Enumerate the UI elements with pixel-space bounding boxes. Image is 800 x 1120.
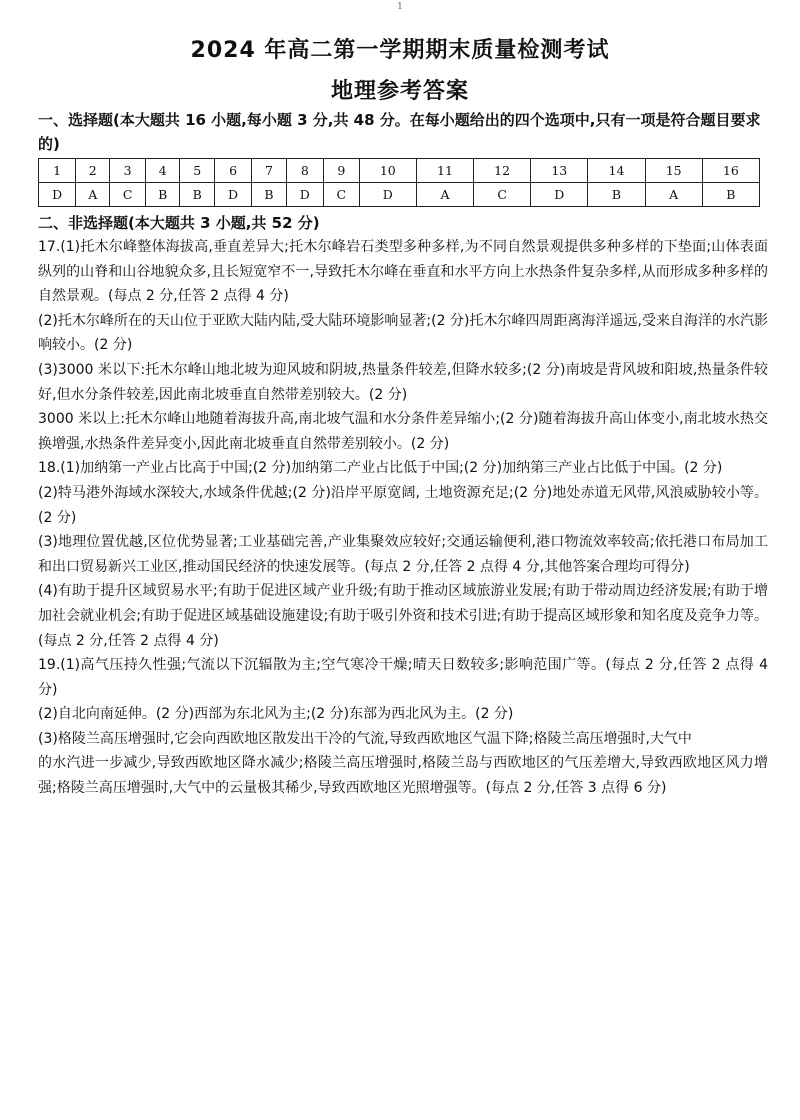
question-number-cell: 15	[645, 159, 702, 183]
answer-cell: D	[214, 183, 251, 207]
answer-cell: A	[76, 183, 110, 207]
answer-paragraph: 18.(1)加纳第一产业占比高于中国;(2 分)加纳第二产业占比低于中国;(2 分)加纳第三产业占比低于中国。(2 分)	[38, 460, 723, 477]
answer-paragraph: (3)地理位置优越,区位优势显著;工业基础完善,产业集聚效应较好;交通运输便利,港口物流效率较高;依托港口布局加工和出口贸易新兴工业区,推动国民经济的快速发展等。(每点 2 分,任答 2 点得 4 分,其他答案合理均可得分)	[38, 534, 768, 575]
answer-cell: C	[110, 183, 146, 207]
answer-cell: B	[702, 183, 759, 207]
answer-paragraph: 3000 米以上:托木尔峰山地随着海拔升高,南北坡气温和水分条件差异缩小;(2 分)随着海拔升高山体变小,南北坡水热交换增强,水热条件差异变小,因此南北坡垂直自然带差别较小。(2 分)	[38, 411, 768, 452]
answer-cell: A	[416, 183, 473, 207]
answer-paragraph: (2)托木尔峰所在的天山位于亚欧大陆内陆,受大陆环境影响显著;(2 分)托木尔峰四周距离海洋遥远,受来自海洋的水汽影响较小。(2 分)	[38, 312, 768, 354]
answer-cell: B	[145, 183, 179, 207]
answer-cell: B	[588, 183, 645, 207]
answer-paragraph: (2)自北向南延伸。(2 分)西部为东北风为主;(2 分)东部为西北风为主。(2 分)	[38, 706, 514, 723]
answer-cell: C	[323, 183, 359, 207]
question-number-cell: 10	[359, 159, 416, 183]
page-subtitle: 地理参考答案	[330, 79, 469, 104]
question-number-cell: 7	[252, 159, 286, 183]
answer-cell: D	[286, 183, 323, 207]
answer-cell: B	[252, 183, 286, 207]
question-number-cell: 3	[110, 159, 146, 183]
answer-body	[38, 235, 768, 801]
question-number-cell: 12	[474, 159, 531, 183]
answer-cell: C	[474, 183, 531, 207]
question-number-cell: 9	[323, 159, 359, 183]
answer-paragraph: (2)特马港外海域水深较大,水域条件优越;(2 分)沿岸平原宽阔, 土地资源充足;(2 分)地处赤道无风带,风浪威胁较小等。(2 分)	[38, 484, 768, 526]
answer-paragraph: 的水汽进一步减少,导致西欧地区降水减少;格陵兰高压增强时,格陵兰岛与西欧地区的气压差增大,导致西欧地区风力增强;格陵兰高压增强时,大气中的云量极其稀少,导致西欧地区光照增强等。(每点 2 分,任答 3 点得 6 分)	[38, 755, 768, 797]
section2-heading: 二、非选择题(本大题共 3 小题,共 52 分)	[38, 214, 320, 232]
question-number-cell: 6	[214, 159, 251, 183]
answer-paragraph: 19.(1)高气压持久性强;气流以下沉辐散为主;空气寒冷干燥;晴天日数较多;影响范围广等。(每点 2 分,任答 2 点得 4 分)	[38, 657, 768, 698]
question-number-cell: 4	[145, 159, 179, 183]
answer-paragraph: (3)格陵兰高压增强时,它会向西欧地区散发出干冷的气流,导致西欧地区气温下降;格陵兰高压增强时,大气中	[38, 730, 692, 747]
question-number-cell: 8	[286, 159, 323, 183]
section1-heading: 一、选择题(本大题共 16 小题,每小题 3 分,共 48 分。在每小题给出的四个选项中,只有一项是符合题目要求的)	[38, 111, 761, 153]
answer-paragraph: (3)3000 米以下:托木尔峰山地北坡为迎风坡和阴坡,热量条件较差,但降水较多;(2 分)南坡是背风坡和阳坡,热量条件较好,但水分条件较差,因此南北坡垂直自然带差别较大。(2 分)	[38, 361, 768, 403]
question-number-cell: 5	[180, 159, 214, 183]
answer-cell: D	[531, 183, 588, 207]
answer-cell: A	[645, 183, 702, 207]
answer-paragraph: (4)有助于提升区域贸易水平;有助于促进区域产业升级;有助于推动区域旅游业发展;有助于带动周边经济发展;有助于增加社会就业机会;有助于促进区域基础设施建设;有助于吸引外资和技术引进;有助于提高区域形象和知名度及竞争力等。(每点 2 分,任答 2 点得 4 分)	[38, 583, 768, 649]
answer-table-answer-row	[39, 183, 760, 207]
answer-paragraph: 17.(1)托木尔峰整体海拔高,垂直差异大;托木尔峰岩石类型多种多样,为不同自然景观提供多种多样的下垫面;山体表面纵列的山脊和山谷地貌众多,且长短宽窄不一,导致托木尔峰在垂直和水平方向上水热条件复杂多样,从而形成多种多样的自然景观。(每点 2 分,任答 2 点得 4 分)	[38, 239, 768, 305]
answer-table	[38, 158, 760, 207]
question-number-cell: 13	[531, 159, 588, 183]
question-number-cell: 14	[588, 159, 645, 183]
question-number-cell: 11	[416, 159, 473, 183]
question-number-cell: 1	[39, 159, 76, 183]
answer-cell: D	[39, 183, 76, 207]
answer-cell: B	[180, 183, 214, 207]
question-number-cell: 16	[702, 159, 759, 183]
answer-table-number-row	[39, 159, 760, 183]
answer-cell: D	[359, 183, 416, 207]
question-number-cell: 2	[76, 159, 110, 183]
page-title: 2024 年高二第一学期期末质量检测考试	[190, 38, 610, 63]
page-marker: 1	[397, 2, 403, 12]
